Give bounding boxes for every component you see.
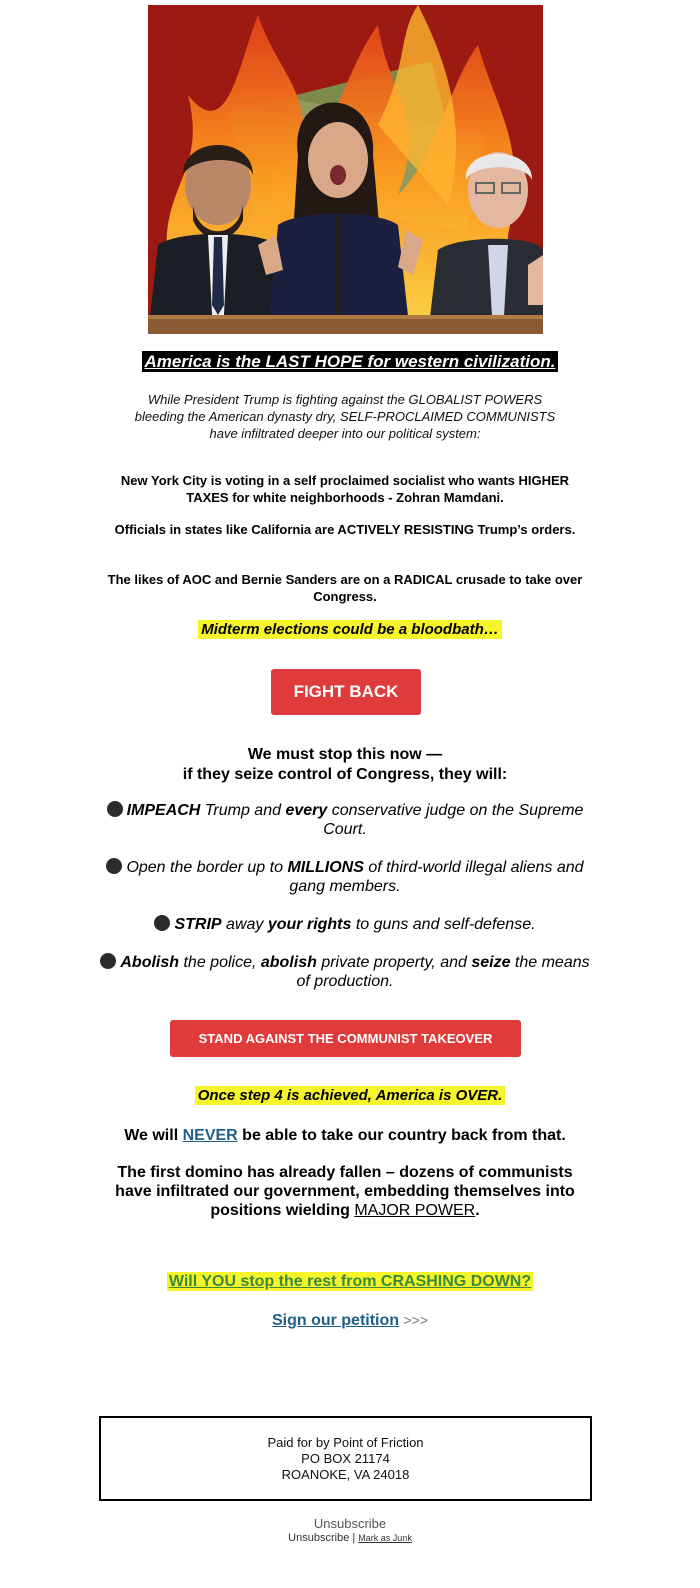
stop-heading-line2: if they seize control of Congress, they will:: [182, 766, 508, 783]
point-aoc-bernie: The likes of AOC and Bernie Sanders are on a RADICAL crusade to take over Congress.: [107, 572, 583, 604]
bullet-dot-icon: [106, 858, 122, 874]
unsubscribe-row: [0, 1532, 700, 1544]
bullet-text: the means of production.: [296, 954, 590, 990]
crash-down-link[interactable]: [0, 1273, 700, 1291]
headline-text: America is the LAST HOPE for western civilization.: [142, 351, 559, 372]
bullet-strong: every: [285, 802, 328, 819]
stop-heading-line1: We must stop this now —: [247, 746, 443, 763]
separator: |: [352, 1532, 356, 1544]
mark-as-junk-link[interactable]: Mark as Junk: [358, 1533, 412, 1543]
never-link[interactable]: NEVER: [182, 1127, 238, 1144]
step4-warning: [0, 1087, 700, 1104]
bullet-impeach: [100, 801, 590, 839]
domino-paragraph: [110, 1163, 580, 1220]
bullet-strong: IMPEACH: [126, 802, 201, 819]
bullet-dot-icon: [154, 915, 170, 931]
intro-line: While President Trump is fighting against the GLOBALIST POWERS: [147, 392, 543, 407]
bullet-strong: seize: [471, 954, 511, 971]
never-paragraph: [110, 1126, 580, 1145]
bullet-strip: [100, 915, 590, 934]
midterm-warning-text: Midterm elections could be a bloodbath…: [198, 620, 502, 639]
footer-line3: ROANOKE, VA 24018: [281, 1467, 410, 1482]
petition-row: [0, 1312, 700, 1330]
bullet-text: away: [221, 916, 268, 933]
never-text: be able to take our country back from that.: [237, 1127, 566, 1144]
midterm-warning: [0, 621, 700, 638]
petition-arrows: >>>: [403, 1312, 429, 1328]
bullet-strong: abolish: [260, 954, 317, 971]
hero-image: [148, 5, 543, 334]
step4-warning-text: Once step 4 is achieved, America is OVER.: [195, 1086, 506, 1105]
bullet-text: Trump and: [200, 802, 286, 819]
footer-line1: Paid for by Point of Friction: [267, 1435, 424, 1450]
bullet-strong: Abolish: [120, 954, 180, 971]
headline: [0, 352, 700, 372]
intro-line: have infiltrated deeper into our political system:: [209, 426, 481, 441]
major-power-text: MAJOR POWER: [354, 1202, 476, 1219]
bullet-text: Open the border up to: [126, 859, 288, 876]
footer-line2: PO BOX 21174: [301, 1451, 390, 1466]
domino-end: .: [475, 1202, 480, 1219]
never-text: We will: [124, 1127, 183, 1144]
point-california: Officials in states like California are ACTIVELY RESISTING Trump’s orders.: [114, 522, 576, 537]
bullet-border: [100, 858, 590, 896]
bullet-text: conservative judge on the Supreme Court.: [323, 802, 584, 838]
bullet-abolish: [100, 953, 590, 991]
intro-line: bleeding the American dynasty dry, SELF-PROCLAIMED COMMUNISTS: [134, 409, 556, 424]
bullet-strong: MILLIONS: [287, 859, 364, 876]
bullet-text: of third-world illegal aliens and gang members.: [289, 859, 584, 895]
bullet-text: the police,: [179, 954, 261, 971]
point-nyc: New York City is voting in a self proclaimed socialist who wants HIGHER TAXES for white neighborhoods - Zohran Mamdani.: [120, 473, 570, 505]
bullet-dot-icon: [100, 953, 116, 969]
fight-back-button[interactable]: FIGHT BACK: [271, 669, 421, 715]
domino-text: The first domino has already fallen – dozens of communists have infiltrated our government, embedding themselves into positions wielding: [115, 1164, 575, 1219]
bullet-dot-icon: [107, 801, 123, 817]
stand-against-button[interactable]: STAND AGAINST THE COMMUNIST TAKEOVER: [170, 1020, 521, 1057]
bullet-text: to guns and self-defense.: [351, 916, 536, 933]
stop-heading: [150, 745, 540, 785]
paid-for-box: [99, 1416, 592, 1501]
unsubscribe-link[interactable]: Unsubscribe: [313, 1516, 387, 1531]
hero-illustration: [148, 5, 543, 334]
unsubscribe-small-link[interactable]: Unsubscribe: [288, 1532, 350, 1544]
crash-down-text[interactable]: Will YOU stop the rest from CRASHING DOWN?: [168, 1273, 532, 1290]
bullet-text: private property, and: [316, 954, 472, 971]
bullet-strong: STRIP: [174, 916, 222, 933]
sign-petition-link[interactable]: Sign our petition: [271, 1312, 400, 1329]
intro-paragraph: [110, 391, 580, 442]
bullet-strong: your rights: [267, 916, 352, 933]
